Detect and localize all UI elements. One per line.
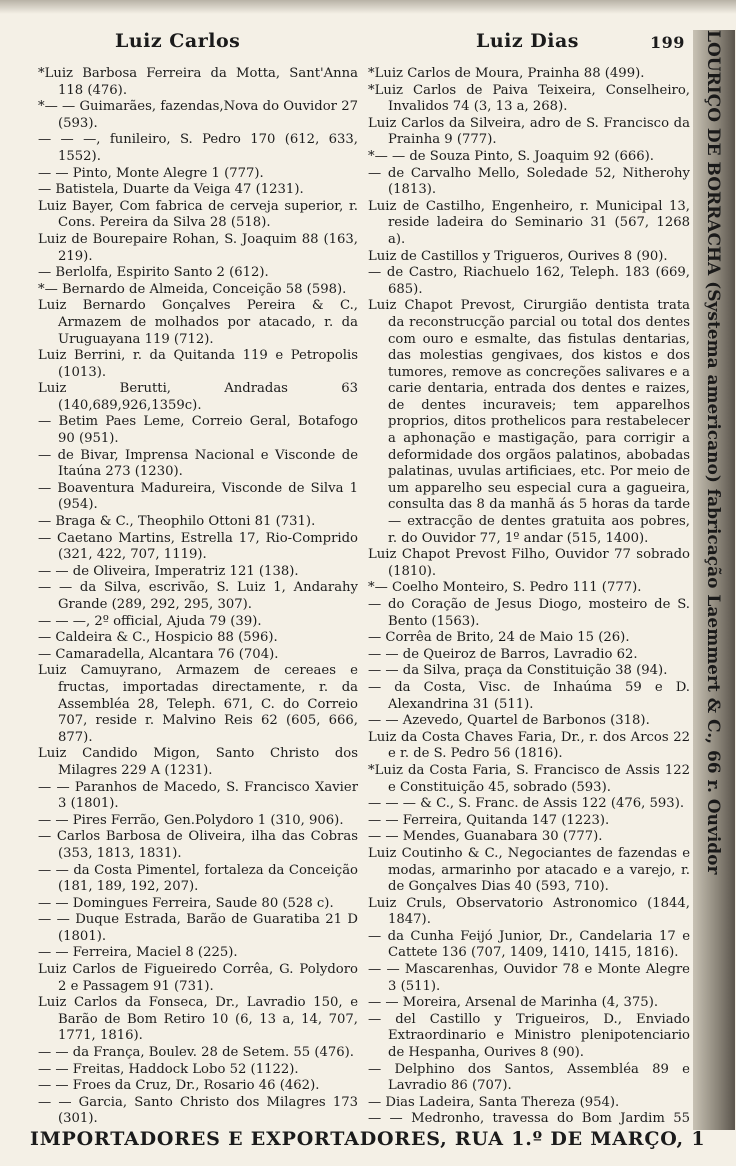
directory-entry: Luiz Bernardo Gonçalves Pereira & C., Armazem de molhados por atacado, r. da Uruguayana 119 (712). [38, 298, 358, 347]
directory-entry: — — Ferreira, Quitanda 147 (1223). [368, 812, 610, 828]
directory-entry: Luiz de Bourepaire Rohan, S. Joaquim 88 (163, 219). [38, 231, 358, 264]
advertisement-sidebar [693, 30, 735, 1130]
directory-entry: — — Ferreira, Maciel 8 (225). [38, 945, 238, 961]
directory-entry: — de Carvalho Mello, Soledade 52, Nitherohy (1813). [368, 165, 690, 198]
directory-entry: — Camaradella, Alcantara 76 (704). [38, 646, 279, 662]
directory-entry: — Batistela, Duarte da Veiga 47 (1231). [38, 182, 304, 198]
directory-entry: — — da Silva, praça da Constituição 38 (94). [368, 663, 668, 679]
directory-entry: — — Pinto, Monte Alegre 1 (777). [38, 165, 264, 181]
directory-entry: Luiz Camuyrano, Armazem de cereaes e fructas, importadas directamente, r. da Assembléa 28, Teleph. 671, C. do Correio 707, reside r. Malvino Reis 62 (605, 666, 877). [38, 663, 358, 745]
directory-entry: *— — de Souza Pinto, S. Joaquim 92 (666). [368, 148, 654, 164]
directory-entry: — Caldeira & C., Hospicio 88 (596). [38, 630, 278, 646]
directory-entry: — — Garcia, Santo Christo dos Milagres 173 (301). [38, 1094, 358, 1126]
page-header [0, 30, 736, 58]
directory-entry: — — de Oliveira, Imperatriz 121 (138). [38, 563, 299, 579]
directory-entry: Luiz Chapot Prevost, Cirurgião dentista trata da reconstrucção parcial ou total dos dentes com ouro e esmalte, das fistulas dentarias, das molestias gengivaes, dos kistos e dos tumores, remove as concreções salivares e a carie dentaria, entrada dos dentes e raizes, de dentes incuraveis; tem apparelhos proprios, ditos prothelicos para restabelecer a aphonação e mastigação, para corrigir a deformidade dos orgãos palatinos, abobadas palatinas, uvulas artificiaes, etc. Por meio de um apparelho seu especial cura a gagueira, consulta das 8 da manhã ás 5 horas da tarde — extracção de dentes gratuita aos pobres, r. do Ouvidor 77, 1º andar (515, 1400). [368, 298, 690, 546]
right-column [368, 66, 690, 1126]
directory-entry: — de Castro, Riachuelo 162, Teleph. 183 (669, 685). [368, 265, 690, 297]
directory-entry: — — Froes da Cruz, Dr., Rosario 46 (462). [38, 1078, 320, 1094]
directory-entry: *Luiz Carlos de Moura, Prainha 88 (499). [368, 66, 645, 81]
directory-entry: — — da Costa Pimentel, fortaleza da Conceição (181, 189, 192, 207). [38, 862, 358, 895]
sidebar-advert-text: LOURIÇO DE BORRACHA (Systema americano) fabricação Laemmert & C., 66 r. Ouvidor [703, 30, 723, 875]
directory-entry: *Luiz da Costa Faria, S. Francisco de Assis 122 e Constituição 45, sobrado (593). [368, 762, 690, 795]
directory-entry: — do Coração de Jesus Diogo, mosteiro de S. Bento (1563). [368, 597, 690, 629]
left-column [38, 66, 358, 1126]
directory-entry: — Carlos Barbosa de Oliveira, ilha das Cobras (353, 1813, 1831). [38, 829, 358, 861]
directory-entry: — — Azevedo, Quartel de Barbonos (318). [368, 713, 650, 729]
directory-entry: — da Cunha Feijó Junior, Dr., Candelaria 17 e Cattete 136 (707, 1409, 1410, 1415, 1816). [368, 928, 690, 961]
directory-entry: Luiz Coutinho & C., Negociantes de fazendas e modas, armarinho por atacado e a varejo, r. de Gonçalves Dias 40 (593, 710). [368, 845, 690, 895]
directory-entry: — — Freitas, Haddock Lobo 52 (1122). [38, 1061, 299, 1077]
directory-entry: Luiz da Costa Chaves Faria, Dr., r. dos Arcos 22 e r. de S. Pedro 56 (1816). [368, 729, 690, 762]
directory-entry: — — Moreira, Arsenal de Marinha (4, 375). [368, 995, 659, 1011]
directory-entry: *Luiz Barbosa Ferreira da Motta, Sant'Anna 118 (476). [38, 66, 358, 98]
directory-entry: *— Bernardo de Almeida, Conceição 58 (598). [38, 281, 347, 297]
directory-entry: Luiz Carlos da Fonseca, Dr., Lavradio 150, e Barão de Bom Retiro 10 (6, 13 a, 14, 707, 1771, 1816). [38, 995, 358, 1044]
directory-entry: — — —, 2º official, Ajuda 79 (39). [38, 613, 262, 629]
directory-entry: Luiz Candido Migon, Santo Christo dos Milagres 229 A (1231). [38, 746, 358, 778]
page-number: 199 [650, 33, 685, 52]
directory-entry: — — de Queiroz de Barros, Lavradio 62. [368, 646, 638, 662]
directory-entry: — — Mascarenhas, Ouvidor 78 e Monte Alegre 3 (511). [368, 962, 690, 994]
directory-entry: — Delphino dos Santos, Assembléa 89 e Lavradio 86 (707). [368, 1061, 690, 1094]
directory-entry: *Luiz Carlos de Paiva Teixeira, Conselheiro, Invalidos 74 (3, 13 a, 268). [368, 82, 690, 115]
directory-entry: — — Medronho, travessa do Bom Jardim 55 [368, 1111, 690, 1126]
running-head-right: Luiz Dias [476, 30, 579, 52]
directory-entry: — Berlolfa, Espirito Santo 2 (612). [38, 265, 269, 281]
directory-entry: Luiz Bayer, Com fabrica de cerveja superior, r. Cons. Pereira da Silva 28 (518). [38, 198, 358, 231]
directory-entry: Luiz de Castilho, Engenheiro, r. Municipal 13, reside ladeira do Seminario 31 (567, 1268 a). [368, 198, 690, 247]
directory-entry: *— — Guimarães, fazendas,Nova do Ouvidor 27 (593). [38, 99, 358, 131]
directory-entry: — — Paranhos de Macedo, S. Francisco Xavier 3 (1801). [38, 779, 358, 812]
directory-entry: — Corrêa de Brito, 24 de Maio 15 (26). [368, 630, 630, 646]
page-top-shadow [0, 0, 736, 14]
directory-entry: Luiz Carlos da Silveira, adro de S. Francisco da Prainha 9 (777). [368, 115, 690, 148]
directory-entry: — — da França, Boulev. 28 de Setem. 55 (476). [38, 1045, 354, 1061]
directory-entry: — — Pires Ferrão, Gen.Polydoro 1 (310, 906). [38, 812, 344, 828]
directory-entry: Luiz Chapot Prevost Filho, Ouvidor 77 sobrado (1810). [368, 547, 690, 579]
directory-entry: — Braga & C., Theophilo Ottoni 81 (731). [38, 514, 316, 530]
directory-entry: — Dias Ladeira, Santa Thereza (954). [368, 1094, 620, 1110]
directory-entry: Luiz de Castillos y Trigueros, Ourives 8 (90). [368, 248, 668, 264]
directory-entry: — — Domingues Ferreira, Saude 80 (528 c). [38, 895, 334, 911]
footer-advert: IMPORTADORES E EXPORTADORES, RUA 1.º DE MARÇO, 1 [30, 1128, 706, 1150]
running-head-left: Luiz Carlos [115, 30, 241, 52]
directory-entry: Luiz Cruls, Observatorio Astronomico (1844, 1847). [368, 895, 690, 928]
directory-entry: — — da Silva, escrivão, S. Luiz 1, Andarahy Grande (289, 292, 295, 307). [38, 580, 358, 612]
directory-entry: *— Coelho Monteiro, S. Pedro 111 (777). [368, 580, 642, 596]
directory-entry: Luiz Berutti, Andradas 63 (140,689,926,1359c). [38, 381, 358, 413]
directory-entry: — Boaventura Madureira, Visconde de Silva 1 (954). [38, 480, 358, 513]
directory-entry: — — —, funileiro, S. Pedro 170 (612, 633, 1552). [38, 132, 358, 164]
directory-entry: — del Castillo y Trigueiros, D., Enviado Extraordinario e Ministro plenipotenciario de Hespanha, Ourives 8 (90). [368, 1011, 690, 1061]
directory-entry: — de Bivar, Imprensa Nacional e Visconde de Itaúna 273 (1230). [38, 447, 358, 480]
directory-entry: Luiz Berrini, r. da Quitanda 119 e Petropolis (1013). [38, 348, 358, 380]
directory-entry: Luiz Carlos de Figueiredo Corrêa, G. Polydoro 2 e Passagem 91 (731). [38, 962, 358, 994]
directory-entry: — da Costa, Visc. de Inhaúma 59 e D. Alexandrina 31 (511). [368, 679, 690, 712]
directory-entry: — — Mendes, Guanabara 30 (777). [368, 829, 603, 845]
directory-entry: — Caetano Martins, Estrella 17, Rio-Comprido (321, 422, 707, 1119). [38, 530, 358, 563]
directory-entry: — — — & C., S. Franc. de Assis 122 (476, 593). [368, 796, 685, 812]
directory-entry: — — Duque Estrada, Barão de Guaratiba 21 D (1801). [38, 912, 358, 944]
directory-entry: — Betim Paes Leme, Correio Geral, Botafogo 90 (951). [38, 414, 358, 447]
